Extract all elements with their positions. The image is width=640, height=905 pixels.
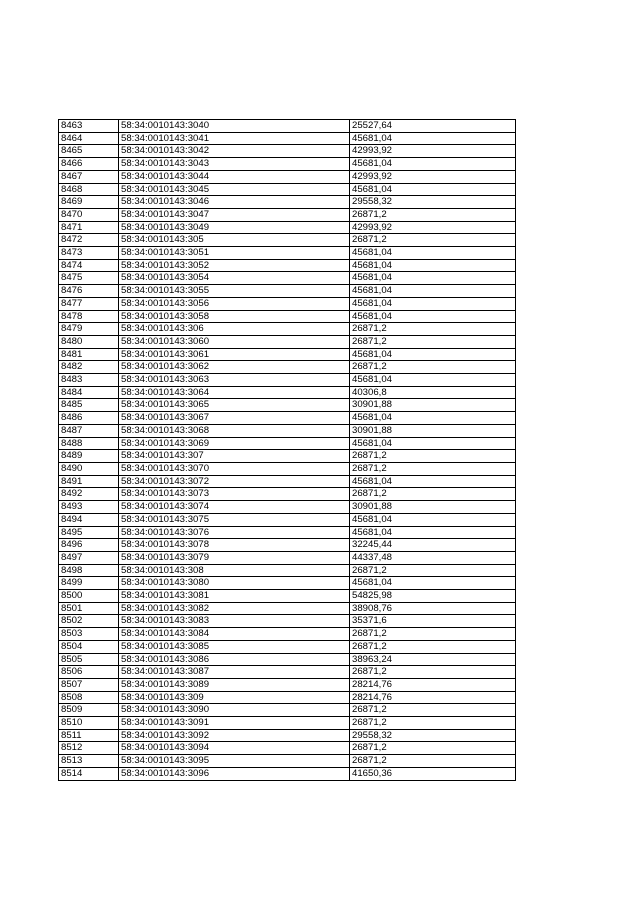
cadastral-number-cell: 58:34:0010143:308: [119, 564, 350, 577]
row-number-cell: 8471: [59, 221, 119, 234]
cadastral-number-cell: 58:34:0010143:3094: [119, 742, 350, 755]
value-cell: 29558,32: [350, 729, 516, 742]
cadastral-number-cell: 58:34:0010143:3068: [119, 424, 350, 437]
value-cell: 30901,88: [350, 424, 516, 437]
cadastral-number-cell: 58:34:0010143:3064: [119, 386, 350, 399]
row-number-cell: 8503: [59, 628, 119, 641]
cadastral-number-cell: 58:34:0010143:3086: [119, 653, 350, 666]
table-row: [59, 437, 516, 450]
row-number-cell: 8480: [59, 335, 119, 348]
table-row: [59, 412, 516, 425]
row-number-cell: 8469: [59, 196, 119, 209]
table-row: [59, 666, 516, 679]
cadastral-number-cell: 58:34:0010143:3062: [119, 361, 350, 374]
row-number-cell: 8501: [59, 602, 119, 615]
cadastral-table-body: [59, 120, 516, 781]
cadastral-number-cell: 58:34:0010143:3082: [119, 602, 350, 615]
row-number-cell: 8511: [59, 729, 119, 742]
table-row: [59, 132, 516, 145]
cadastral-number-cell: 58:34:0010143:3076: [119, 526, 350, 539]
value-cell: 45681,04: [350, 526, 516, 539]
row-number-cell: 8495: [59, 526, 119, 539]
table-row: [59, 145, 516, 158]
table-row: [59, 399, 516, 412]
table-row: [59, 678, 516, 691]
value-cell: 41650,36: [350, 767, 516, 780]
cadastral-number-cell: 58:34:0010143:3042: [119, 145, 350, 158]
row-number-cell: 8487: [59, 424, 119, 437]
value-cell: 54825,98: [350, 590, 516, 603]
table-row: [59, 361, 516, 374]
row-number-cell: 8482: [59, 361, 119, 374]
cadastral-number-cell: 58:34:0010143:3044: [119, 170, 350, 183]
row-number-cell: 8509: [59, 704, 119, 717]
table-row: [59, 158, 516, 171]
cadastral-number-cell: 58:34:0010143:3065: [119, 399, 350, 412]
value-cell: 26871,2: [350, 323, 516, 336]
cadastral-number-cell: 58:34:0010143:3070: [119, 462, 350, 475]
value-cell: 26871,2: [350, 564, 516, 577]
row-number-cell: 8481: [59, 348, 119, 361]
cadastral-number-cell: 58:34:0010143:3052: [119, 259, 350, 272]
table-row: [59, 285, 516, 298]
value-cell: 26871,2: [350, 704, 516, 717]
table-row: [59, 208, 516, 221]
value-cell: 26871,2: [350, 640, 516, 653]
value-cell: 26871,2: [350, 335, 516, 348]
cadastral-number-cell: 58:34:0010143:309: [119, 691, 350, 704]
value-cell: 45681,04: [350, 183, 516, 196]
value-cell: 38963,24: [350, 653, 516, 666]
table-row: [59, 526, 516, 539]
value-cell: 45681,04: [350, 158, 516, 171]
row-number-cell: 8474: [59, 259, 119, 272]
cadastral-number-cell: 58:34:0010143:3084: [119, 628, 350, 641]
cadastral-number-cell: 58:34:0010143:3095: [119, 755, 350, 768]
table-row: [59, 742, 516, 755]
row-number-cell: 8463: [59, 120, 119, 133]
value-cell: 25527,64: [350, 120, 516, 133]
table-row: [59, 602, 516, 615]
value-cell: 26871,2: [350, 717, 516, 730]
value-cell: 42993,92: [350, 221, 516, 234]
row-number-cell: 8497: [59, 551, 119, 564]
row-number-cell: 8467: [59, 170, 119, 183]
cadastral-number-cell: 58:34:0010143:3085: [119, 640, 350, 653]
value-cell: 26871,2: [350, 666, 516, 679]
row-number-cell: 8496: [59, 539, 119, 552]
row-number-cell: 8485: [59, 399, 119, 412]
cadastral-number-cell: 58:34:0010143:3073: [119, 488, 350, 501]
value-cell: 38908,76: [350, 602, 516, 615]
row-number-cell: 8500: [59, 590, 119, 603]
table-row: [59, 196, 516, 209]
cadastral-number-cell: 58:34:0010143:3058: [119, 310, 350, 323]
row-number-cell: 8473: [59, 247, 119, 260]
value-cell: 26871,2: [350, 234, 516, 247]
table-row: [59, 564, 516, 577]
table-row: [59, 374, 516, 387]
cadastral-number-cell: 58:34:0010143:3040: [119, 120, 350, 133]
value-cell: 26871,2: [350, 462, 516, 475]
table-row: [59, 183, 516, 196]
value-cell: 45681,04: [350, 437, 516, 450]
table-row: [59, 259, 516, 272]
table-row: [59, 475, 516, 488]
table-row: [59, 310, 516, 323]
table-row: [59, 462, 516, 475]
row-number-cell: 8512: [59, 742, 119, 755]
row-number-cell: 8505: [59, 653, 119, 666]
row-number-cell: 8465: [59, 145, 119, 158]
row-number-cell: 8499: [59, 577, 119, 590]
cadastral-number-cell: 58:34:0010143:3081: [119, 590, 350, 603]
row-number-cell: 8494: [59, 513, 119, 526]
cadastral-number-cell: 58:34:0010143:3096: [119, 767, 350, 780]
value-cell: 45681,04: [350, 513, 516, 526]
cadastral-number-cell: 58:34:0010143:3061: [119, 348, 350, 361]
row-number-cell: 8490: [59, 462, 119, 475]
table-row: [59, 221, 516, 234]
value-cell: 45681,04: [350, 412, 516, 425]
row-number-cell: 8477: [59, 297, 119, 310]
table-row: [59, 704, 516, 717]
row-number-cell: 8470: [59, 208, 119, 221]
value-cell: 26871,2: [350, 742, 516, 755]
value-cell: 26871,2: [350, 361, 516, 374]
cadastral-number-cell: 58:34:0010143:3060: [119, 335, 350, 348]
row-number-cell: 8483: [59, 374, 119, 387]
table-row: [59, 640, 516, 653]
table-row: [59, 729, 516, 742]
value-cell: 44337,48: [350, 551, 516, 564]
table-row: [59, 755, 516, 768]
row-number-cell: 8489: [59, 450, 119, 463]
table-row: [59, 234, 516, 247]
cadastral-number-cell: 58:34:0010143:3080: [119, 577, 350, 590]
value-cell: 28214,76: [350, 691, 516, 704]
cadastral-number-cell: 58:34:0010143:305: [119, 234, 350, 247]
value-cell: 42993,92: [350, 145, 516, 158]
cadastral-number-cell: 58:34:0010143:3051: [119, 247, 350, 260]
cadastral-number-cell: 58:34:0010143:3043: [119, 158, 350, 171]
value-cell: 45681,04: [350, 132, 516, 145]
table-row: [59, 424, 516, 437]
value-cell: 35371,6: [350, 615, 516, 628]
cadastral-number-cell: 58:34:0010143:3078: [119, 539, 350, 552]
row-number-cell: 8486: [59, 412, 119, 425]
table-row: [59, 691, 516, 704]
value-cell: 30901,88: [350, 501, 516, 514]
cadastral-number-cell: 58:34:0010143:3056: [119, 297, 350, 310]
row-number-cell: 8506: [59, 666, 119, 679]
table-row: [59, 628, 516, 641]
cadastral-table: [58, 119, 516, 781]
row-number-cell: 8507: [59, 678, 119, 691]
value-cell: 26871,2: [350, 450, 516, 463]
table-row: [59, 297, 516, 310]
table-row: [59, 501, 516, 514]
cadastral-number-cell: 58:34:0010143:3063: [119, 374, 350, 387]
cadastral-number-cell: 58:34:0010143:3047: [119, 208, 350, 221]
row-number-cell: 8513: [59, 755, 119, 768]
table-row: [59, 272, 516, 285]
row-number-cell: 8493: [59, 501, 119, 514]
value-cell: 42993,92: [350, 170, 516, 183]
table-row: [59, 247, 516, 260]
value-cell: 29558,32: [350, 196, 516, 209]
cadastral-number-cell: 58:34:0010143:3083: [119, 615, 350, 628]
table-row: [59, 323, 516, 336]
cadastral-number-cell: 58:34:0010143:3074: [119, 501, 350, 514]
cadastral-number-cell: 58:34:0010143:3046: [119, 196, 350, 209]
row-number-cell: 8508: [59, 691, 119, 704]
row-number-cell: 8492: [59, 488, 119, 501]
value-cell: 45681,04: [350, 297, 516, 310]
cadastral-number-cell: 58:34:0010143:3049: [119, 221, 350, 234]
cadastral-number-cell: 58:34:0010143:307: [119, 450, 350, 463]
table-row: [59, 717, 516, 730]
table-row: [59, 488, 516, 501]
cadastral-number-cell: 58:34:0010143:3092: [119, 729, 350, 742]
row-number-cell: 8478: [59, 310, 119, 323]
value-cell: 26871,2: [350, 628, 516, 641]
row-number-cell: 8484: [59, 386, 119, 399]
cadastral-number-cell: 58:34:0010143:3075: [119, 513, 350, 526]
value-cell: 45681,04: [350, 310, 516, 323]
row-number-cell: 8514: [59, 767, 119, 780]
value-cell: 45681,04: [350, 259, 516, 272]
row-number-cell: 8504: [59, 640, 119, 653]
value-cell: 45681,04: [350, 285, 516, 298]
table-row: [59, 120, 516, 133]
cadastral-number-cell: 58:34:0010143:3055: [119, 285, 350, 298]
cadastral-number-cell: 58:34:0010143:3090: [119, 704, 350, 717]
table-row: [59, 348, 516, 361]
value-cell: 30901,88: [350, 399, 516, 412]
value-cell: 45681,04: [350, 247, 516, 260]
table-row: [59, 590, 516, 603]
row-number-cell: 8488: [59, 437, 119, 450]
cadastral-number-cell: 58:34:0010143:3079: [119, 551, 350, 564]
table-row: [59, 386, 516, 399]
cadastral-number-cell: 58:34:0010143:3089: [119, 678, 350, 691]
row-number-cell: 8498: [59, 564, 119, 577]
cadastral-number-cell: 58:34:0010143:3045: [119, 183, 350, 196]
value-cell: 45681,04: [350, 272, 516, 285]
row-number-cell: 8502: [59, 615, 119, 628]
table-row: [59, 615, 516, 628]
row-number-cell: 8464: [59, 132, 119, 145]
cadastral-number-cell: 58:34:0010143:3054: [119, 272, 350, 285]
value-cell: 26871,2: [350, 208, 516, 221]
table-row: [59, 450, 516, 463]
cadastral-number-cell: 58:34:0010143:3087: [119, 666, 350, 679]
value-cell: 26871,2: [350, 488, 516, 501]
row-number-cell: 8475: [59, 272, 119, 285]
value-cell: 40306,8: [350, 386, 516, 399]
table-row: [59, 767, 516, 780]
row-number-cell: 8466: [59, 158, 119, 171]
table-row: [59, 170, 516, 183]
value-cell: 45681,04: [350, 348, 516, 361]
row-number-cell: 8491: [59, 475, 119, 488]
value-cell: 45681,04: [350, 577, 516, 590]
cadastral-number-cell: 58:34:0010143:306: [119, 323, 350, 336]
cadastral-number-cell: 58:34:0010143:3072: [119, 475, 350, 488]
value-cell: 45681,04: [350, 475, 516, 488]
value-cell: 45681,04: [350, 374, 516, 387]
row-number-cell: 8479: [59, 323, 119, 336]
cadastral-number-cell: 58:34:0010143:3041: [119, 132, 350, 145]
table-row: [59, 513, 516, 526]
table-row: [59, 335, 516, 348]
row-number-cell: 8510: [59, 717, 119, 730]
cadastral-number-cell: 58:34:0010143:3069: [119, 437, 350, 450]
value-cell: 28214,76: [350, 678, 516, 691]
cadastral-number-cell: 58:34:0010143:3091: [119, 717, 350, 730]
value-cell: 32245,44: [350, 539, 516, 552]
cadastral-number-cell: 58:34:0010143:3067: [119, 412, 350, 425]
row-number-cell: 8468: [59, 183, 119, 196]
table-row: [59, 653, 516, 666]
table-row: [59, 577, 516, 590]
row-number-cell: 8472: [59, 234, 119, 247]
table-row: [59, 539, 516, 552]
row-number-cell: 8476: [59, 285, 119, 298]
value-cell: 26871,2: [350, 755, 516, 768]
table-row: [59, 551, 516, 564]
